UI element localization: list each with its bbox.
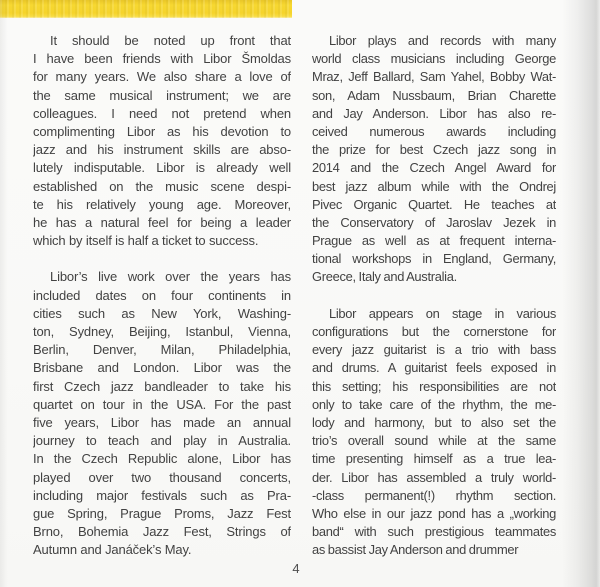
text-line: Libor’s live work over the years has: [50, 269, 291, 285]
text-line: he has a natural feel for being a leader: [33, 214, 291, 230]
text-line: established on the music scene despi-: [33, 178, 291, 194]
text-line: five years, Libor has made an annual: [33, 414, 291, 430]
text-line: the same musical instrument; we are: [33, 87, 291, 103]
text-line: Brno, Bohemia Jazz Fest, Strings of: [33, 524, 291, 540]
text-line: time presenting himself as a true lea-: [312, 451, 556, 467]
text-line: every jazz guitarist is a trio with bass: [312, 342, 556, 358]
text-line: Berlin, Denver, Milan, Philadelphia,: [33, 342, 291, 358]
text-line: journey to teach and play in Australia.: [33, 433, 291, 449]
text-line: trio’s overall sound while at the same: [312, 433, 556, 449]
text-line: Libor plays and records with many: [329, 33, 556, 48]
text-line: which by itself is half a ticket to success.: [33, 233, 259, 249]
text-column-left: [33, 32, 291, 559]
text-line: band“ with such prestigious teammates: [312, 524, 556, 540]
text-line: jazz and his instrument skills are abso-: [33, 142, 291, 158]
text-line: -class permanent(!) rhythm section.: [312, 487, 556, 503]
text-line: tional workshops in England, Germany,: [312, 251, 556, 267]
text-line: the Conservatory of Jaroslav Jezek in: [312, 214, 556, 230]
accent-bar: [0, 0, 292, 18]
text-line: Brisbane and London. Libor was the: [33, 360, 291, 376]
text-line: as bassist Jay Anderson and drummer: [312, 542, 519, 558]
text-line: Pivec Organic Quartet. He teaches at: [312, 196, 556, 212]
text-line: It should be noted up front that: [50, 33, 291, 48]
paragraph: [33, 268, 291, 559]
text-line: Greece, Italy and Australia.: [312, 269, 457, 285]
text-line: the prize for best Czech jazz song in: [312, 142, 556, 158]
text-line: der. Libor has assembled a truly world-: [312, 469, 556, 485]
text-line: 2014 and the Czech Angel Award for: [312, 160, 556, 176]
text-line: Libor appears on stage in various: [329, 305, 556, 321]
text-line: included dates on four continents in: [33, 287, 291, 303]
text-line: In the Czech Republic alone, Libor has: [33, 451, 291, 467]
text-line: configurations but the cornerstone for: [312, 324, 556, 339]
text-line: best jazz album while with the Ondrej: [312, 178, 556, 194]
text-line: only to take care of the rhythm, the me-: [312, 396, 556, 412]
text-line: Mraz, Jeff Ballard, Sam Yahel, Bobby Wat-: [312, 69, 556, 85]
page-edge-shadow-left: [0, 0, 9, 587]
page-edge-shadow-right: [562, 0, 600, 587]
text-line: lutely indisputable. Libor is already well: [33, 160, 291, 176]
text-line: Autumn and Janáček’s May.: [33, 542, 192, 558]
text-line: quartet on tour in the USA. For the past: [33, 396, 291, 412]
text-line: Prague as well as at frequent interna-: [312, 233, 556, 249]
text-line: lody and harmony, but to also set the: [312, 414, 556, 430]
text-line: this setting; his responsibilities are not: [312, 378, 556, 394]
text-line: world class musicians including George: [312, 51, 556, 67]
text-line: cities such as New York, Washing-: [33, 305, 291, 321]
text-line: Who else in our jazz pond has a „working: [312, 505, 556, 521]
text-line: including major festivals such as Pra-: [33, 487, 291, 503]
text-line: and drums. A guitarist feels exposed in: [312, 360, 556, 376]
text-line: te his relatively young age. Moreover,: [33, 196, 291, 212]
text-line: ceived numerous awards including: [312, 123, 556, 139]
page-number: 4: [292, 561, 300, 576]
text-column-right: [312, 32, 556, 559]
text-line: first Czech jazz bandleader to take his: [33, 378, 291, 394]
text-line: and Jay Anderson. Libor has also re-: [312, 105, 556, 121]
text-line: ton, Sydney, Beijing, Istanbul, Vienna,: [33, 324, 291, 339]
text-line: I have been friends with Libor Šmoldas: [33, 51, 291, 67]
text-line: colleagues. I need not pretend when: [33, 105, 291, 121]
text-line: complimenting Libor as his devotion to: [33, 123, 291, 139]
text-line: for many years. We also share a love of: [33, 69, 291, 85]
paragraph: [312, 32, 556, 287]
paragraph: [33, 32, 291, 250]
text-line: son, Adam Nussbaum, Brian Charette: [312, 87, 556, 103]
text-line: played over two thousand concerts,: [33, 469, 291, 485]
paragraph: [312, 305, 556, 560]
text-line: gue Spring, Prague Proms, Jazz Fest: [33, 505, 291, 521]
